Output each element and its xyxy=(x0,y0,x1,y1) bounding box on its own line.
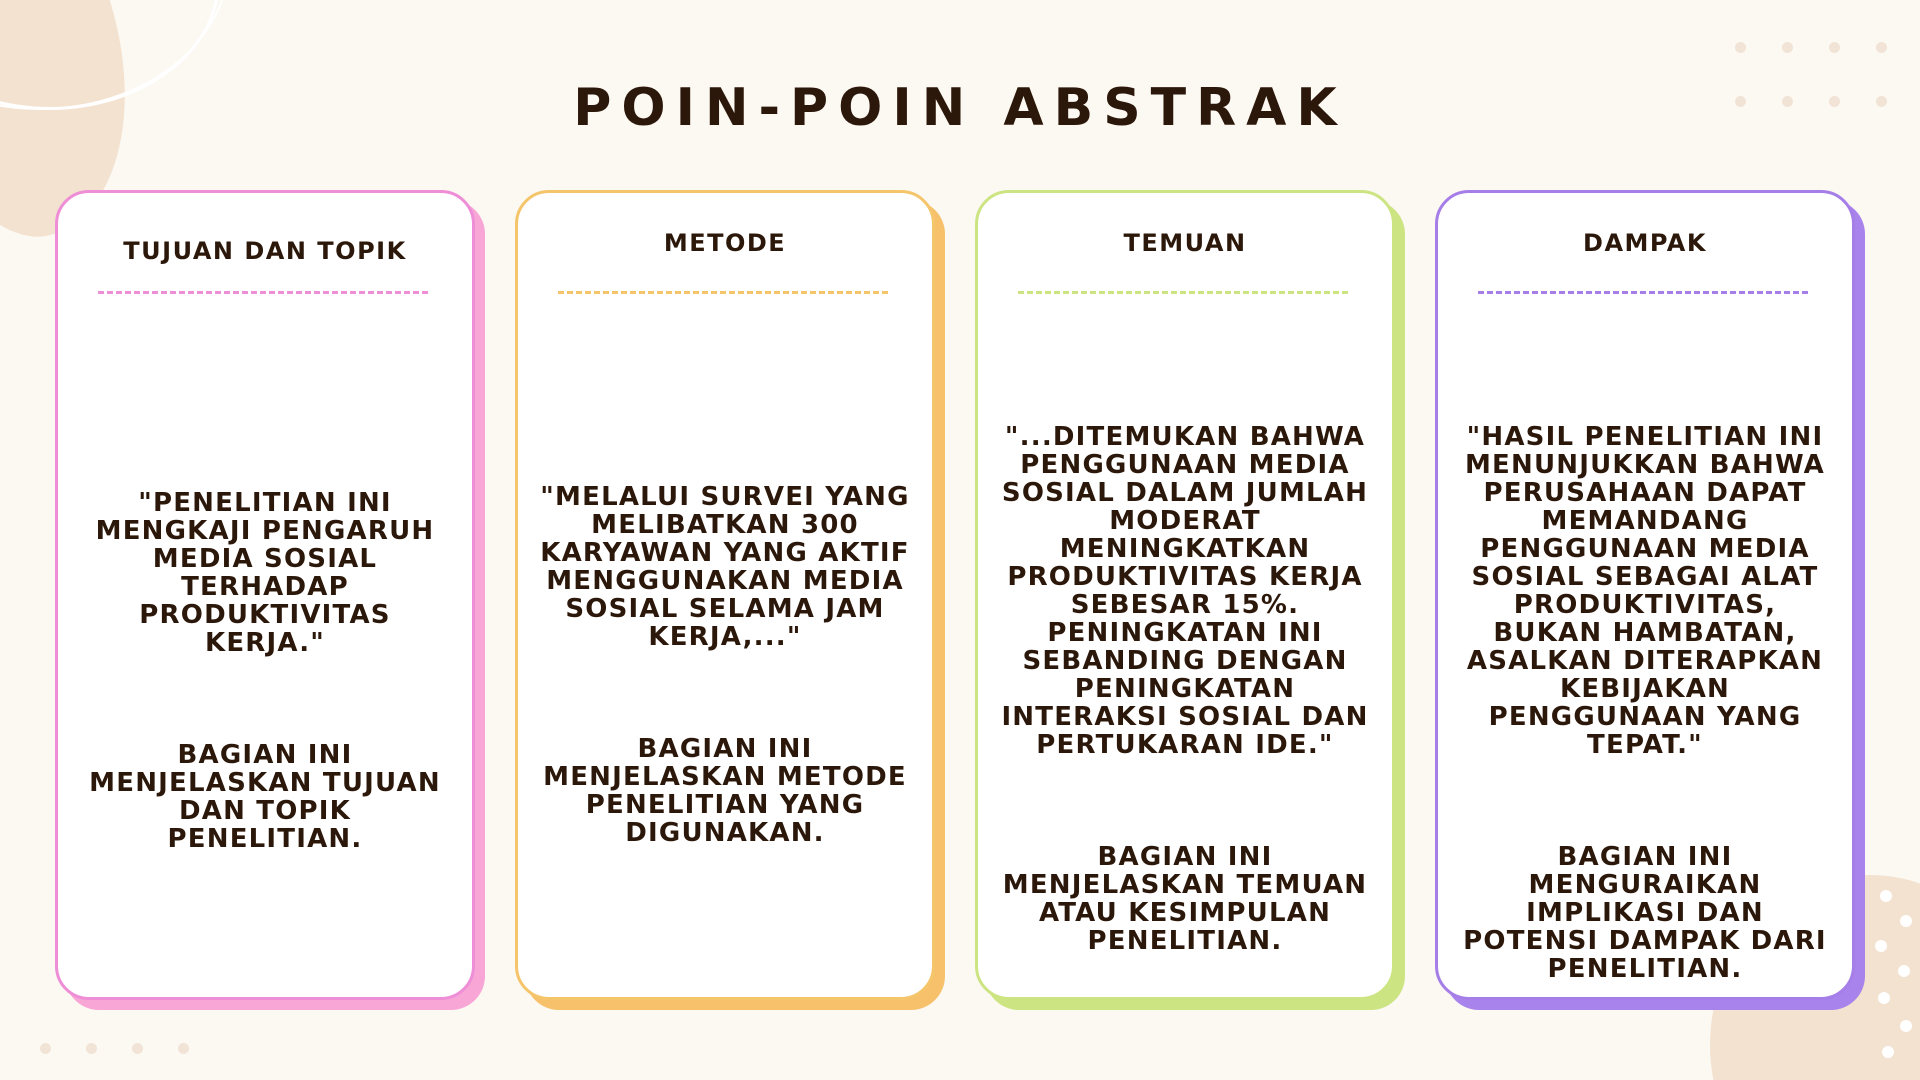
card-quote: "PENELITIAN INI MENGKAJI PENGARUH MEDIA SOSIAL TERHADAP PRODUKTIVITAS KERJA." xyxy=(95,488,435,658)
decor-dot xyxy=(1829,42,1840,53)
decor-dot xyxy=(1875,940,1887,952)
card-heading: TEMUAN xyxy=(1123,229,1247,257)
card-divider xyxy=(1478,291,1808,294)
card-quote: "MELALUI SURVEI YANG MELIBATKAN 300 KARYAWAN YANG AKTIF MENGGUNAKAN MEDIA SOSIAL SELAMA JAM KERJA,..." xyxy=(540,482,910,652)
card-quote: "HASIL PENELITIAN INI MENUNJUKKAN BAHWA PERUSAHAAN DAPAT MEMANDANG PENGGUNAAN MEDIA SOSIAL SEBAGAI ALAT PRODUKTIVITAS, BUKAN HAMBATAN, ASALKAN DITERAPKAN KEBIJAKAN PENGGUNAAN YANG TEPAT." xyxy=(1464,422,1825,760)
card-body xyxy=(1460,395,1830,1011)
decor-dot xyxy=(1898,965,1910,977)
card-body xyxy=(1000,395,1370,983)
card-spacer xyxy=(80,685,450,713)
card-spacer xyxy=(1460,787,1830,815)
card-dampak xyxy=(1435,190,1855,1000)
card-temuan xyxy=(975,190,1395,1000)
card-note: BAGIAN INI MENJELASKAN TUJUAN DAN TOPIK PENELITIAN. xyxy=(89,740,441,854)
card-panel xyxy=(1435,190,1855,1000)
decor-dot xyxy=(1878,992,1890,1004)
decor-dot xyxy=(132,1043,143,1054)
card-heading: DAMPAK xyxy=(1583,229,1707,257)
decor-dot xyxy=(40,1043,51,1054)
card-spacer xyxy=(540,679,910,707)
decor-dot xyxy=(1900,915,1912,927)
decor-dot xyxy=(1880,890,1892,902)
decor-dot xyxy=(1735,42,1746,53)
card-panel xyxy=(55,190,475,1000)
decor-dot xyxy=(1882,1046,1894,1058)
card-panel xyxy=(515,190,935,1000)
card-divider xyxy=(98,291,428,294)
decor-dot xyxy=(178,1043,189,1054)
decor-dot xyxy=(1782,42,1793,53)
card-heading: METODE xyxy=(663,229,787,257)
decor-dot xyxy=(1900,1020,1912,1032)
card-spacer xyxy=(1000,787,1370,815)
decor-dot xyxy=(86,1043,97,1054)
card-quote: "...DITEMUKAN BAHWA PENGGUNAAN MEDIA SOSIAL DALAM JUMLAH MODERAT MENINGKATKAN PRODUKTIVITAS KERJA SEBESAR 15%. PENINGKATAN INI SEBANDING DENGAN PENINGKATAN INTERAKSI SOSIAL DAN PERTUKARAN IDE." xyxy=(1001,422,1369,760)
card-body xyxy=(80,461,450,881)
card-heading: TUJUAN DAN TOPIK xyxy=(123,237,407,265)
page-title: POIN-POIN ABSTRAK xyxy=(573,78,1347,138)
card-divider xyxy=(558,291,888,294)
card-note: BAGIAN INI MENJELASKAN TEMUAN ATAU KESIMPULAN PENELITIAN. xyxy=(1002,842,1368,956)
card-body xyxy=(540,455,910,875)
card-divider xyxy=(1018,291,1348,294)
card-note: BAGIAN INI MENGURAIKAN IMPLIKASI DAN POTENSI DAMPAK DARI PENELITIAN. xyxy=(1463,842,1827,984)
card-note: BAGIAN INI MENJELASKAN METODE PENELITIAN YANG DIGUNAKAN. xyxy=(543,734,907,848)
card-tujuan xyxy=(55,190,475,1000)
decor-dot xyxy=(1876,42,1887,53)
card-panel xyxy=(975,190,1395,1000)
card-metode xyxy=(515,190,935,1000)
